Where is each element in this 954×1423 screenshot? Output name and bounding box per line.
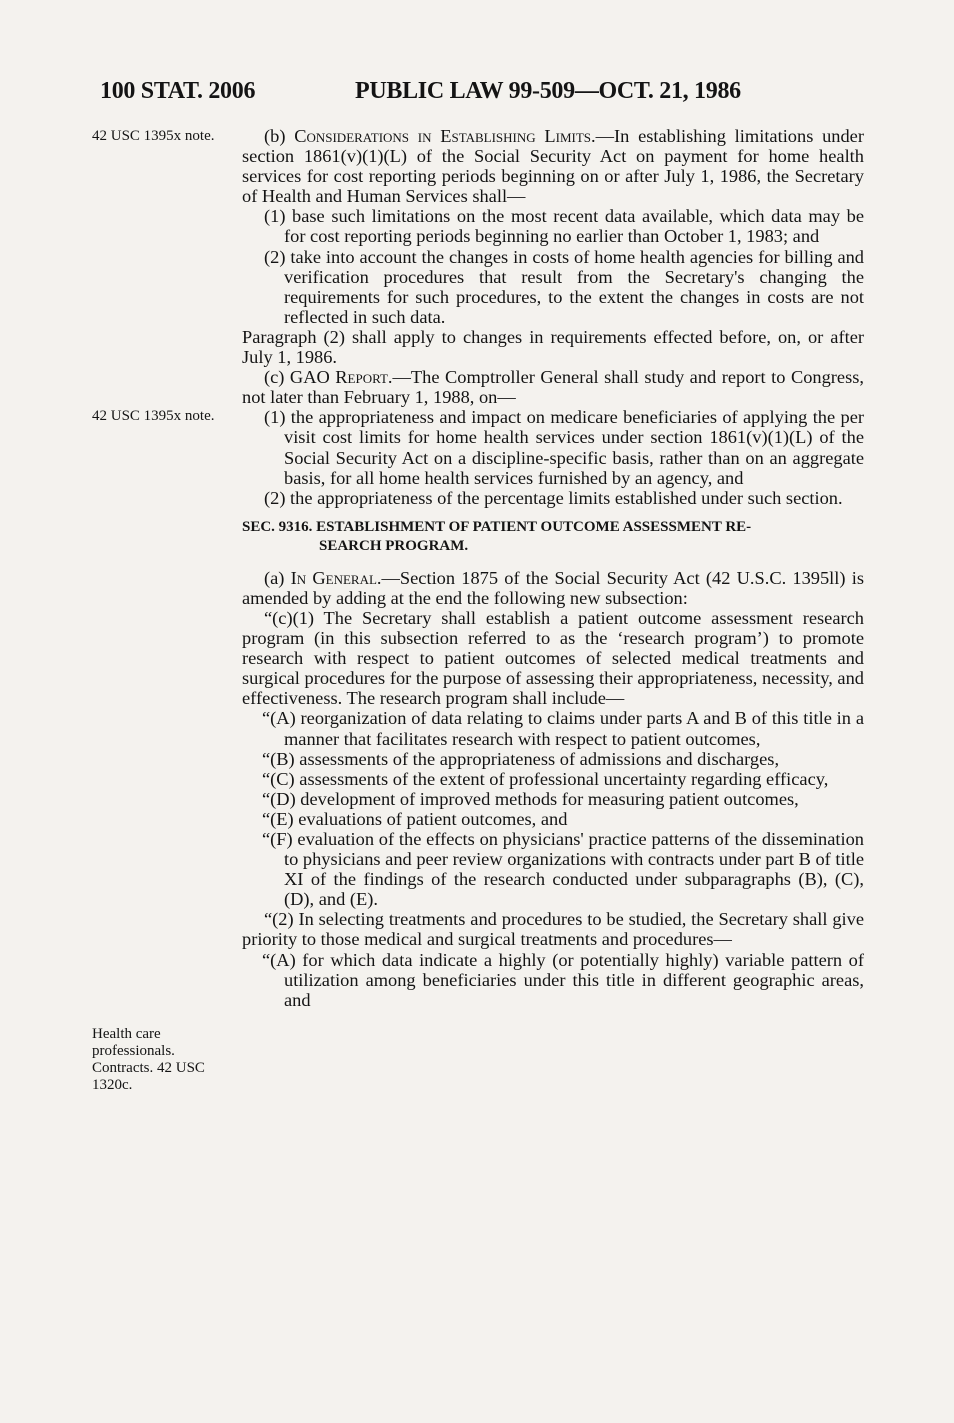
subsection-c-paragraph-2: (2) the appropriateness of the percentage limits established under such section. <box>264 487 843 508</box>
subsection-b-paragraph-1: (1) base such limitations on the most recent data available, which data may be for cost reporting periods beginning no earlier than October 1, 1983; and <box>264 206 864 247</box>
subsection-a-heading: In General. <box>290 567 382 588</box>
public-law-title: PUBLIC LAW 99-509—OCT. 21, 1986 <box>355 78 741 104</box>
item-A: “(A) reorganization of data relating to claims under parts A and B of this title in a manner that facilitates research with respect to patient outcomes, <box>262 708 864 749</box>
item-E: “(E) evaluations of patient outcomes, and <box>262 808 568 829</box>
section-heading: SEC. 9316. ESTABLISHMENT OF PATIENT OUTCOME ASSESSMENT RE- SEARCH PROGRAM. <box>242 518 752 554</box>
new-subsection-c1: “(c)(1) The Secretary shall establish a patient outcome assessment research program (in this subsection referred to as the ‘research program’) to promote research with respect to patient outcomes of selected medical treatments and surgical procedures for the purpose of assessing their appropriateness, necessity, and effectiveness. The research program shall include— <box>242 607 864 709</box>
subsection-c-paragraph-1: (1) the appropriateness and impact on medicare beneficiaries of applying the per visit cost limits for home health services under section 1861(v)(1)(L) of the Social Security Act on a discipline-specific basis, rather than on an aggregate basis, for all home health services furnished by an agency, and <box>264 407 864 488</box>
item-C: “(C) assessments of the extent of professional uncertainty regarding efficacy, <box>262 768 829 789</box>
new-subsection-c2: “(2) In selecting treatments and procedures to be studied, the Secretary shall give priority to those medical and surgical treatments and procedures— <box>242 909 864 950</box>
subsection-c-heading: Report. <box>335 367 393 388</box>
margin-note-1: 42 USC 1395x note. <box>92 128 215 144</box>
subsection-b-trailing: Paragraph (2) shall apply to changes in requirements effected before, on, or after July 1, 1986. <box>242 326 864 368</box>
subsection-b-paragraph-2: (2) take into account the changes in costs of home health agencies for billing and verification procedures that result from the Secretary's changing the requirements for such procedures, to the extent the changes in costs are not reflected in such data. <box>264 246 864 327</box>
item-2A: “(A) for which data indicate a highly (or potentially highly) variable pattern of utilization among beneficiaries under this title in different geographic areas, and <box>262 949 864 1010</box>
subsection-b-heading: Considerations in Establishing Limits. <box>294 126 596 146</box>
subsection-c-intro: (c) GAO Report.—The Comptroller General shall study and report to Congress, not later than February 1, 1988, on— <box>242 367 864 408</box>
item-D: “(D) development of improved methods for measuring patient outcomes, <box>262 788 799 809</box>
margin-note-2: 42 USC 1395x note. <box>92 408 215 424</box>
subsection-b-intro: (b) Considerations in Establishing Limits.—In establishing limitations under section 1861(v)(1)(L) of the Social Security Act on payment for home health services for cost reporting periods beginning on or after July 1, 1986, the Secretary of Health and Human Services shall— <box>242 126 864 207</box>
statute-page-number: 100 STAT. 2006 <box>100 78 256 104</box>
document-body <box>242 126 864 1010</box>
item-F: “(F) evaluation of the effects on physicians' practice patterns of the dissemination to physicians and peer review organizations with contracts under part B of title XI of the findings of the research conducted under subparagraphs (B), (C), (D), and (E). <box>262 829 864 910</box>
subsection-a-intro: (a) In General.—Section 1875 of the Social Security Act (42 U.S.C. 1395ll) is amended by adding at the end the following new subsection: <box>242 567 864 608</box>
margin-note-3: Health care professionals. Contracts. 42 USC 1320c. <box>92 1026 205 1093</box>
item-B: “(B) assessments of the appropriateness of admissions and discharges, <box>262 748 780 769</box>
